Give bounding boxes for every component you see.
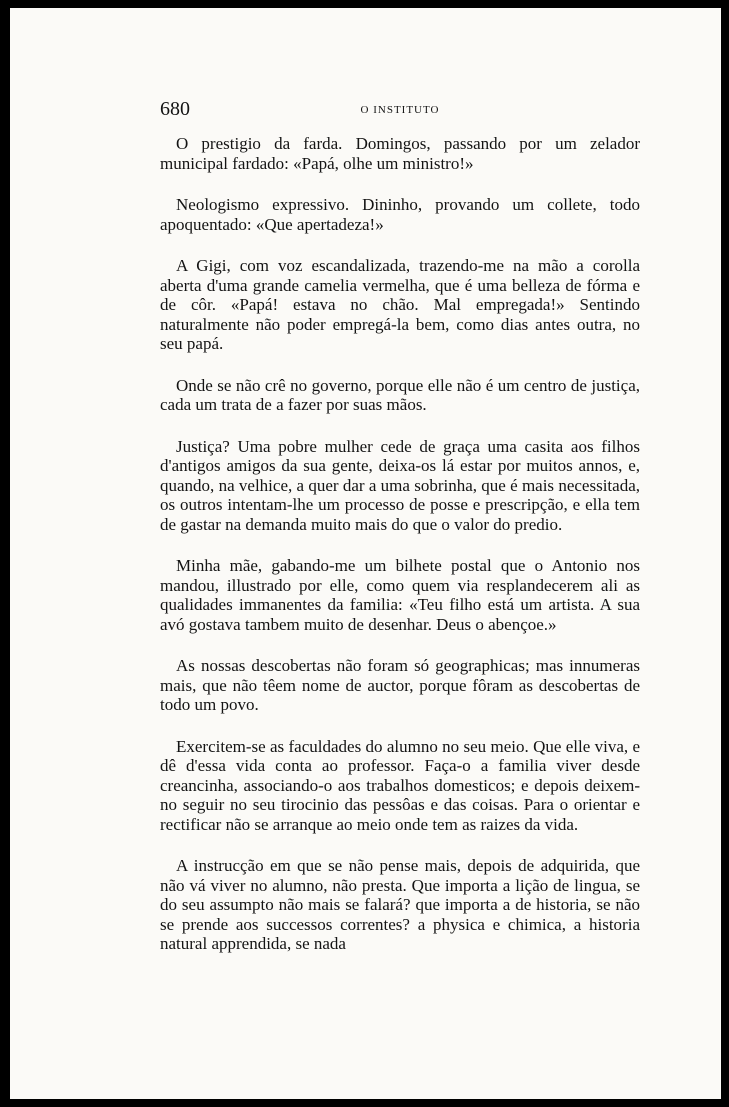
paragraph: Minha mãe, gabando-me um bilhete postal que o Antonio nos mandou, illustrado por elle, como quem via resplandecerem ali as qualidades immanentes da familia: «Teu filho está um artista. A sua avó gostava tambem muito de desenhar. Deus o abençoe.»: [160, 556, 640, 634]
paragraph: Neologismo expressivo. Dininho, provando um collete, todo apoquentado: «Que apertadeza!»: [160, 195, 640, 234]
page-header: [160, 98, 640, 124]
paragraph: Justiça? Uma pobre mulher cede de graça uma casita aos filhos d'antigos amigos da sua gente, deixa-os lá estar por muitos annos, e, quando, na velhice, a quer dar a uma sobrinha, que é mais necessitada, os outros intentam-lhe um processo de posse e prescripção, e ella tem de gastar na demanda muito mais do que o valor do predio.: [160, 436, 640, 534]
page-number: 680: [160, 98, 190, 120]
body-text: [160, 134, 640, 954]
paragraph: Onde se não crê no governo, porque elle não é um centro de justiça, cada um trata de a fazer por suas mãos.: [160, 375, 640, 414]
paragraph: A Gigi, com voz escandalizada, trazendo-me na mão a corolla aberta d'uma grande camelia vermelha, que é uma belleza de fórma e de côr. «Papá! estava no chão. Mal empregada!» Sentindo naturalmente não poder empregá-la bem, como dias antes outra, no seu papá.: [160, 256, 640, 353]
running-title: O INSTITUTO: [360, 104, 440, 116]
book-page: [10, 8, 721, 1099]
paragraph: Exercitem-se as faculdades do alumno no seu meio. Que elle viva, e dê d'essa vida conta ao professor. Faça-o a familia viver desde creancinha, associando-o aos trabalhos domesticos; e depois deixem-no seguir no seu tirocinio das pessôas e das coisas. Para o orientar e rectificar não se arranque ao meio onde tem as raizes da vida.: [160, 736, 640, 834]
paragraph: As nossas descobertas não foram só geographicas; mas innumeras mais, que não têem nome de auctor, porque fôram as descobertas de todo um povo.: [160, 656, 640, 714]
paragraph: A instrucção em que se não pense mais, depois de adquirida, que não vá viver no alumno, não presta. Que importa a lição de lingua, se do seu assumpto não mais se falará? que importa a de historia, se não se prende aos successos correntes? a physica e chimica, a historia natural apprendida, se nada: [160, 856, 640, 953]
paragraph: O prestigio da farda. Domingos, passando por um zelador municipal fardado: «Papá, olhe um ministro!»: [160, 134, 640, 173]
